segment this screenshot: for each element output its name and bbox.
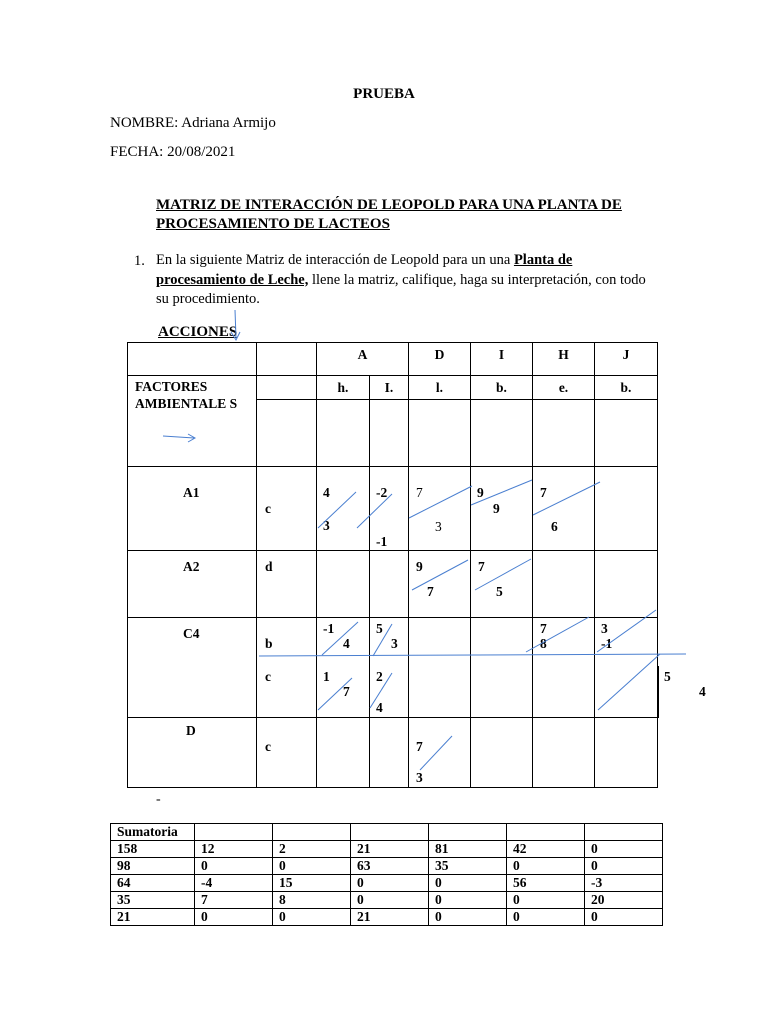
table-cell: 0 bbox=[585, 909, 663, 926]
table-cell: 21 bbox=[351, 909, 429, 926]
table-cell: 42 bbox=[507, 841, 585, 858]
cell-value: 2 bbox=[376, 668, 383, 684]
cell-value: 7 bbox=[478, 559, 485, 574]
table-cell: 0 bbox=[273, 909, 351, 926]
table-row bbox=[111, 909, 663, 926]
question-text bbox=[156, 251, 656, 310]
heading-line-2: PROCESAMIENTO DE LACTEOS bbox=[156, 216, 390, 232]
cell-value: 7 bbox=[540, 621, 547, 636]
sub-label-a2: d bbox=[265, 559, 273, 574]
cell-value: 3 bbox=[323, 518, 330, 533]
table-cell: 12 bbox=[195, 841, 273, 858]
table-cell: 0 bbox=[507, 858, 585, 875]
cell-value: 5 bbox=[664, 668, 671, 684]
sub-header-blank bbox=[257, 376, 317, 400]
cell-value: 4 bbox=[699, 683, 706, 699]
cell-value: 7 bbox=[343, 683, 350, 699]
table-cell: 15 bbox=[273, 875, 351, 892]
table-row bbox=[111, 892, 663, 909]
table-cell: 21 bbox=[111, 909, 195, 926]
cell-value: -1 bbox=[601, 636, 613, 651]
matrix-row-c4-b bbox=[128, 618, 659, 666]
table-cell: 0 bbox=[351, 875, 429, 892]
row-label-c4: C4 bbox=[183, 626, 200, 641]
action-sub-l: l. bbox=[409, 376, 471, 400]
cell-value: 3 bbox=[601, 621, 608, 636]
cell-value: -1 bbox=[376, 534, 388, 549]
question-text-2: llene la matriz, califique, haga su interpretación, con todo su procedimiento. bbox=[156, 271, 646, 307]
dash-mark: - bbox=[156, 792, 161, 807]
cell-value: 4 bbox=[323, 485, 330, 500]
cell-value: 3 bbox=[416, 770, 423, 785]
table-cell: 81 bbox=[429, 841, 507, 858]
cell-value: 8 bbox=[540, 636, 547, 651]
row-label-d: D bbox=[186, 723, 196, 738]
cell-value: 1 bbox=[323, 668, 330, 684]
table-cell: 0 bbox=[351, 892, 429, 909]
cell-value: 9 bbox=[416, 559, 423, 574]
table-cell: 35 bbox=[111, 892, 195, 909]
table-cell: 0 bbox=[585, 858, 663, 875]
table-cell: 2 bbox=[273, 841, 351, 858]
cell-value: 3 bbox=[391, 636, 398, 651]
sub-label-c4-c: c bbox=[265, 668, 271, 684]
table-cell: 0 bbox=[507, 892, 585, 909]
sub-label-c4-b: b bbox=[265, 636, 273, 651]
action-group-d: D bbox=[409, 343, 471, 376]
cell-value: -1 bbox=[323, 621, 335, 636]
action-sub-h: h. bbox=[317, 376, 370, 400]
question-bold: Planta de procesamiento de Leche, bbox=[156, 252, 573, 288]
table-cell: 56 bbox=[507, 875, 585, 892]
row-label-a2: A2 bbox=[183, 559, 200, 574]
table-row bbox=[111, 841, 663, 858]
table-cell: 63 bbox=[351, 858, 429, 875]
table-cell: 0 bbox=[585, 841, 663, 858]
matrix-row-a1 bbox=[128, 467, 659, 551]
cell-value: 7 bbox=[427, 584, 434, 599]
table-cell: 0 bbox=[195, 858, 273, 875]
action-group-a: A bbox=[317, 343, 409, 376]
row-label-a1: A1 bbox=[183, 485, 200, 500]
question-text-1: En la siguiente Matriz de interacción de Leopold para un una bbox=[156, 252, 514, 268]
action-sub-i: I. bbox=[370, 376, 409, 400]
cell-value: 7 bbox=[540, 485, 547, 500]
cell-value: 5 bbox=[496, 584, 503, 599]
cell-value: 7 bbox=[416, 739, 423, 754]
cell-value: -2 bbox=[376, 485, 388, 500]
cell-value: 9 bbox=[477, 485, 484, 500]
table-cell: 0 bbox=[507, 909, 585, 926]
table-row bbox=[111, 875, 663, 892]
table-cell: -4 bbox=[195, 875, 273, 892]
sumatoria-header: Sumatoria bbox=[111, 824, 195, 841]
matrix-row-a2 bbox=[128, 551, 659, 618]
table-cell: 0 bbox=[273, 858, 351, 875]
sub-label-a1: c bbox=[265, 501, 271, 516]
table-cell: 21 bbox=[351, 841, 429, 858]
cell-value: 3 bbox=[435, 519, 442, 534]
cell-value: 4 bbox=[376, 699, 383, 715]
action-sub-e: e. bbox=[533, 376, 595, 400]
table-cell: 35 bbox=[429, 858, 507, 875]
cell-value: 7 bbox=[416, 485, 423, 500]
table-row bbox=[111, 858, 663, 875]
table-cell: 0 bbox=[429, 875, 507, 892]
table-cell: 8 bbox=[273, 892, 351, 909]
table-cell: 64 bbox=[111, 875, 195, 892]
action-group-i: I bbox=[471, 343, 533, 376]
matrix-heading bbox=[156, 196, 676, 234]
sumatoria-header-row bbox=[111, 824, 663, 841]
test-date: FECHA: 20/08/2021 bbox=[110, 144, 236, 160]
table-cell: 0 bbox=[429, 892, 507, 909]
action-group-h: H bbox=[533, 343, 595, 376]
table-cell: 0 bbox=[429, 909, 507, 926]
cell-value: 4 bbox=[343, 636, 350, 651]
factores-label: FACTORES AMBIENTALE S bbox=[135, 379, 238, 411]
table-cell: 98 bbox=[111, 858, 195, 875]
table-cell: 20 bbox=[585, 892, 663, 909]
matrix-row-d bbox=[128, 718, 659, 788]
cell-value: 5 bbox=[376, 621, 383, 636]
action-sub-b2: b. bbox=[595, 376, 658, 400]
sub-label-d: c bbox=[265, 739, 271, 754]
heading-line-1: MATRIZ DE INTERACCIÓN DE LEOPOLD PARA UNA PLANTA DE bbox=[156, 197, 622, 213]
table-cell: 7 bbox=[195, 892, 273, 909]
acciones-label: ACCIONES bbox=[158, 324, 238, 340]
cell-value: 6 bbox=[551, 519, 558, 534]
factores-label-cell bbox=[128, 376, 257, 467]
student-name: NOMBRE: Adriana Armijo bbox=[110, 115, 276, 131]
table-cell: 0 bbox=[195, 909, 273, 926]
sumatoria-table bbox=[110, 823, 663, 926]
cell-value: 9 bbox=[493, 501, 500, 516]
question-number: 1. bbox=[134, 253, 145, 269]
action-group-j: J bbox=[595, 343, 658, 376]
page-title: PRUEBA bbox=[353, 86, 415, 102]
corner-cell bbox=[128, 343, 257, 376]
action-sub-b: b. bbox=[471, 376, 533, 400]
table-cell: 158 bbox=[111, 841, 195, 858]
leopold-matrix bbox=[127, 342, 706, 788]
table-cell: -3 bbox=[585, 875, 663, 892]
sub-corner-cell bbox=[257, 343, 317, 376]
